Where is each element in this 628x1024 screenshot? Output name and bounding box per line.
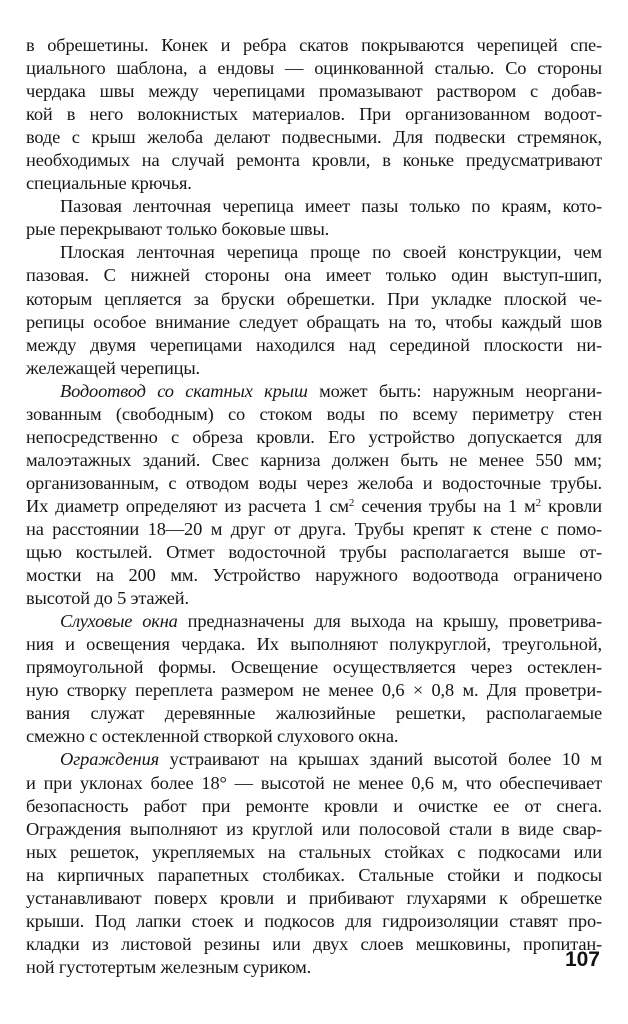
text-line: пазовая. С нижней стороны она имеет только один выступ-шип, [26, 265, 602, 286]
text-run: кровли [541, 495, 603, 516]
paragraph-drainage [26, 380, 602, 610]
text-line: организованным, с отводом воды через желоба и водосточные трубы. [26, 472, 602, 493]
text-line: и при уклонах более 18° — высотой не менее 0,6 м, что обеспечивает [26, 772, 602, 793]
text-line: ния и освещения чердака. Их выполняют полукруглой, треугольной, [26, 634, 602, 655]
text-line: чердака швы между черепицами промазывают раствором с добав- [26, 81, 602, 102]
text-run: сечения трубы на 1 м [354, 495, 536, 516]
page-number: 107 [564, 948, 600, 971]
text-line: репицы особое внимание следует обращать на то, чтобы каждый шов [26, 311, 602, 332]
text-line: щью костылей. Отмет водосточной трубы располагается выше от- [26, 542, 602, 563]
text-line [26, 748, 602, 771]
text-line: жележащей черепицы. [26, 357, 200, 378]
paragraph-flat-tile [26, 241, 602, 379]
italic-term: Водоотвод со скатных крыш [60, 380, 308, 401]
text-line: кой в него волокнистых материалов. При организованном водоот- [26, 104, 602, 125]
text-line: Ограждения выполняют из круглой или полосовой стали в виде свар- [26, 818, 602, 839]
text-line: рые перекрывают только боковые швы. [26, 219, 330, 240]
text-line: безопасность работ при ремонте кровли и очистке ее от снега. [26, 795, 602, 816]
text-line [26, 610, 602, 633]
italic-term: Ограждения [60, 749, 160, 770]
italic-term: Слуховые окна [60, 611, 178, 632]
paragraph-grooved-tile [26, 195, 602, 241]
text-line: ных решеток, укрепляемых на стальных стойках с подкосами или [26, 841, 602, 862]
text-line: кладки из листовой резины или двух слоев мешковины, пропитан- [26, 933, 602, 954]
text-line: смежно с остекленной створкой слухового окна. [26, 726, 399, 747]
text-line: мостки на 200 мм. Устройство наружного водоотвода ограничено [26, 565, 602, 586]
text-line: на кирпичных парапетных столбиках. Стальные стойки и подкосы [26, 864, 602, 885]
text-line: прямоугольной формы. Освещение осуществляется через остеклен- [26, 657, 602, 678]
text-line: высотой до 5 этажей. [26, 588, 189, 609]
text-line: в обрешетины. Конек и ребра скатов покрываются черепицей спе- [26, 35, 602, 55]
paragraph-railings [26, 748, 602, 978]
text-run: Их диаметр определяют из расчета 1 см [26, 495, 349, 516]
text-line: циального шаблона, а ендовы — оцинкованной сталью. Со стороны [26, 58, 602, 79]
text-line [26, 495, 602, 518]
text-line [26, 380, 602, 403]
text-line: ную створку переплета размером не менее 0,6 × 0,8 м. Для проветри- [26, 680, 602, 701]
text-line: воде с крыш желоба делают подвесными. Для подвески стремянок, [26, 127, 602, 148]
superscript: 2 [348, 496, 355, 509]
superscript: 2 [535, 496, 542, 509]
text-line: малоэтажных зданий. Свес карниза должен быть не менее 550 мм; [26, 449, 602, 470]
text-line: необходимых на случай ремонта кровли, в коньке предусматривают [26, 150, 602, 171]
text-line: вания служат деревянные жалюзийные решетки, располагаемые [26, 703, 602, 724]
text-line: которым цепляется за бруски обрешетки. При укладке плоской че- [26, 288, 602, 309]
text-run: устраивают на крышах зданий высотой более 10 м [159, 749, 602, 770]
text-line: устанавливают поверх кровли и прибивают глухарями к обрешетке [26, 887, 602, 908]
text-line: зованным (свободным) со стоком воды по всему периметру стен [26, 403, 602, 424]
text-line: крыши. Под лапки стоек и подкосов для гидроизоляции ставят про- [26, 910, 602, 931]
text-line: на расстоянии 18—20 м друг от друга. Трубы крепят к стене с помо- [26, 518, 602, 539]
text-line: ной густотертым железным суриком. [26, 956, 312, 977]
text-line: между двумя черепицами находился над серединой плоскости ни- [26, 334, 602, 355]
paragraph-roof-tiles [26, 34, 602, 195]
text-line: специальные крючья. [26, 173, 192, 194]
paragraph-dormer-windows [26, 610, 602, 748]
page-text [26, 34, 602, 979]
text-line: непосредственно с обреза кровли. Его устройство допускается для [26, 426, 602, 447]
text-run: может быть: наружным неоргани- [307, 380, 603, 401]
text-line: Пазовая ленточная черепица имеет пазы только по краям, кото- [60, 196, 602, 217]
text-line: Плоская ленточная черепица проще по своей конструкции, чем [60, 242, 602, 263]
text-run: предназначены для выхода на крышу, проветрива- [177, 611, 603, 632]
